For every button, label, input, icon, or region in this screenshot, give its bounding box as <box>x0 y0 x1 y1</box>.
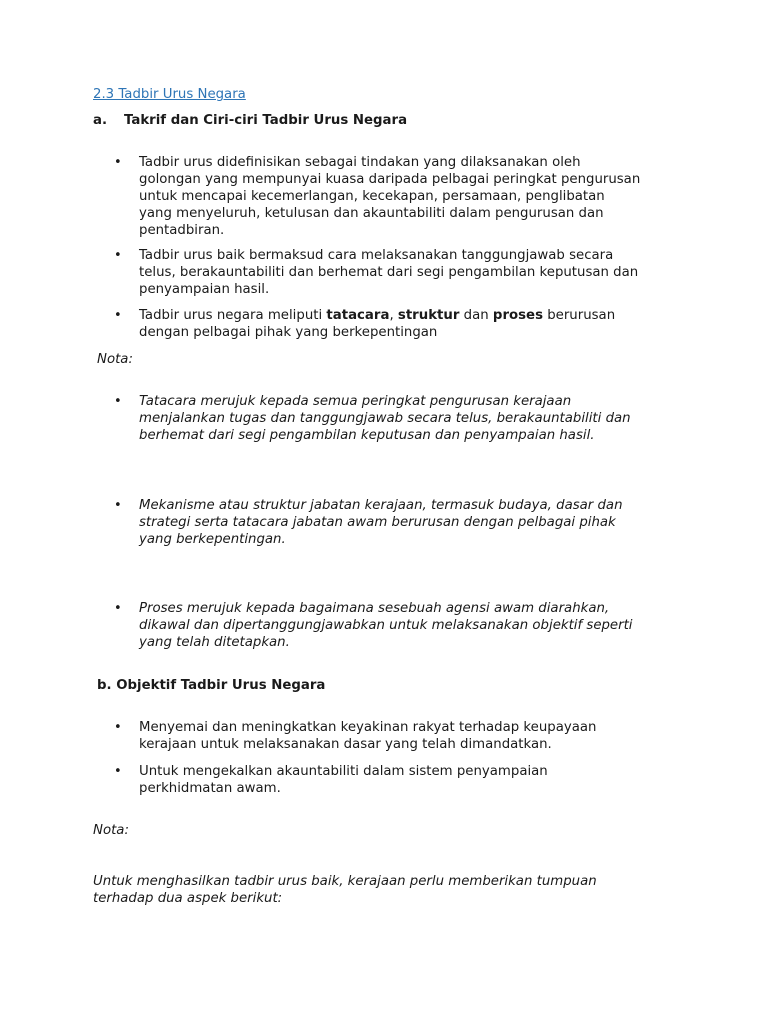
list-item-line: Tadbir urus baik bermaksud cara melaksanakan tanggungjawab secara <box>139 248 614 263</box>
list-item-line: Tatacara merujuk kepada semua peringkat pengurusan kerajaan <box>139 394 572 409</box>
list-item-line: telus, berakauntabiliti dan berhemat dari segi pengambilan keputusan dan <box>139 265 639 280</box>
list-item-line <box>139 307 615 324</box>
text-run: Tadbir urus negara meliputi <box>139 308 327 323</box>
list-item-line: pentadbiran. <box>139 223 225 238</box>
keyword-struktur: struktur <box>397 308 460 323</box>
list-item-line: berhemat dari segi pengambilan keputusan dan penyampaian hasil. <box>139 428 595 443</box>
list-item-line: perkhidmatan awam. <box>139 781 281 796</box>
bullet-icon: • <box>114 764 122 779</box>
list-item-line: Menyemai dan meningkatkan keyakinan rakyat terhadap keupayaan <box>139 720 597 735</box>
list-item-line: Untuk mengekalkan akauntabiliti dalam sistem penyampaian <box>139 764 548 779</box>
heading-a-title: Takrif dan Ciri-ciri Tadbir Urus Negara <box>124 113 408 128</box>
text-run: dan <box>459 308 493 323</box>
list-item-line: yang menyeluruh, ketulusan dan akauntabiliti dalam pengurusan dan <box>139 206 604 221</box>
bullet-icon: • <box>114 248 122 263</box>
list-item-line: dikawal dan dipertanggungjawabkan untuk melaksanakan objektif seperti <box>139 618 633 633</box>
list-item-line: Tadbir urus didefinisikan sebagai tindakan yang dilaksanakan oleh <box>139 155 581 170</box>
list-item-line: dengan pelbagai pihak yang berkepentingan <box>139 325 438 340</box>
list-item-line: untuk mencapai kecemerlangan, kecekapan, persamaan, penglibatan <box>139 189 605 204</box>
bullet-icon: • <box>114 155 122 170</box>
bullet-icon: • <box>114 498 122 513</box>
heading-a-marker: a. <box>93 113 108 128</box>
bullet-icon: • <box>114 394 122 409</box>
bullet-icon: • <box>114 720 122 735</box>
list-item-line: Mekanisme atau struktur jabatan kerajaan, termasuk budaya, dasar dan <box>139 498 623 513</box>
text-run: , <box>389 308 398 323</box>
bullet-icon: • <box>114 308 122 323</box>
list-item-line: strategi serta tatacara jabatan awam berurusan dengan pelbagai pihak <box>139 515 616 530</box>
note-label: Nota: <box>93 823 129 838</box>
heading-b: b. Objektif Tadbir Urus Negara <box>97 678 326 693</box>
list-item-line: golongan yang mempunyai kuasa daripada pelbagai peringkat pengurusan <box>139 172 641 187</box>
bullet-icon: • <box>114 601 122 616</box>
list-item-line: yang berkepentingan. <box>139 532 286 547</box>
list-item-line: kerajaan untuk melaksanakan dasar yang telah dimandatkan. <box>139 737 552 752</box>
paragraph-line: Untuk menghasilkan tadbir urus baik, kerajaan perlu memberikan tumpuan <box>93 874 597 889</box>
list-item-line: menjalankan tugas dan tanggungjawab secara telus, berakauntabiliti dan <box>139 411 631 426</box>
paragraph-line: terhadap dua aspek berikut: <box>93 891 283 906</box>
list-item-line: Proses merujuk kepada bagaimana sesebuah agensi awam diarahkan, <box>139 601 610 616</box>
note-label: Nota: <box>97 352 133 367</box>
list-item-line: penyampaian hasil. <box>139 282 270 297</box>
keyword-proses: proses <box>492 308 543 323</box>
list-item-line: yang telah ditetapkan. <box>139 635 290 650</box>
text-run: berurusan <box>542 308 616 323</box>
section-link[interactable]: 2.3 Tadbir Urus Negara <box>93 87 246 102</box>
keyword-tatacara: tatacara <box>326 308 390 323</box>
